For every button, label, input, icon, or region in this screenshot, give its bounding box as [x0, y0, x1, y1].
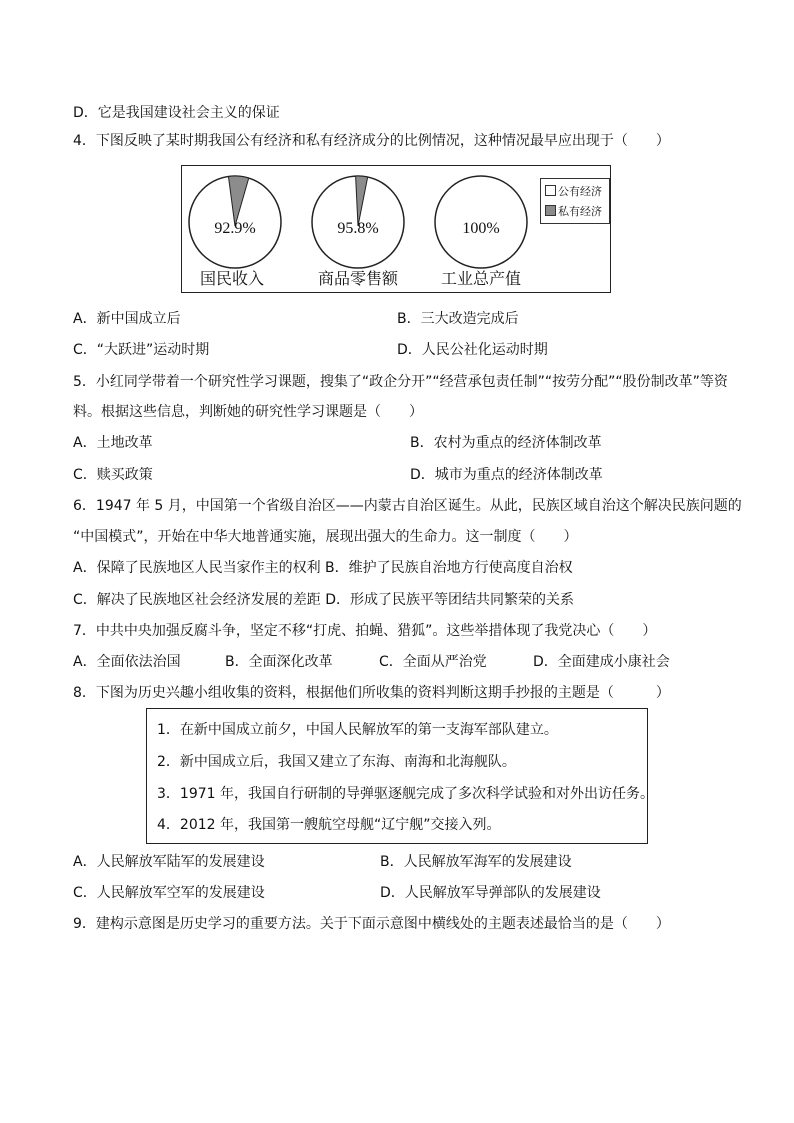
q8-stem: 8．下图为历史兴趣小组收集的资料，根据他们所收集的资料判断这期手抄报的主题是（ ）	[73, 685, 670, 701]
pie-label-national-income: 国民收入	[199, 269, 264, 288]
q5-option-a: A．土地改革	[73, 435, 153, 451]
q9-stem: 9．建构示意图是历史学习的重要方法。关于下面示意图中横线处的主题表述最恰当的是（ ）	[73, 916, 670, 932]
q5-stem-line2: 料。根据这些信息，判断她的研究性学习课题是（ ）	[73, 404, 423, 420]
q4-option-c: C．“大跃进”运动时期	[73, 342, 210, 358]
pie-label-retail-sales: 商品零售额	[317, 269, 398, 288]
q5-stem-line1: 5．小红同学带着一个研究性学习课题，搜集了“政企分开”“经营承包责任制”“按劳分配”“股份制改革”等资	[73, 374, 728, 390]
q6-options-line2: C．解决了民族地区社会经济发展的差距 D．形成了民族平等团结共同繁荣的关系	[73, 592, 575, 608]
pie-value-national-income: 92.9%	[214, 220, 256, 237]
pie-legend	[540, 178, 610, 224]
q6-stem-line1: 6．1947 年 5 月，中国第一个省级自治区——内蒙古自治区诞生。从此，民族区域自治这个解决民族问题的	[73, 498, 742, 514]
q7-option-d: D．全面建成小康社会	[533, 654, 670, 670]
pie-chart-figure	[181, 165, 611, 293]
q4-option-a: A．新中国成立后	[73, 311, 181, 327]
q5-option-b: B．农村为重点的经济体制改革	[410, 435, 602, 451]
q8-option-b: B．人民解放军海军的发展建设	[380, 854, 572, 870]
legend-item-public	[545, 185, 602, 199]
q7-option-b: B．全面深化改革	[225, 654, 333, 670]
q8-box-item-1: 1．在新中国成立前夕，中国人民解放军的第一支海军部队建立。	[157, 722, 558, 738]
q8-box-item-3: 3．1971 年，我国自行研制的导弹驱逐舰完成了多次科学试验和对外出访任务。	[157, 786, 654, 802]
q8-option-d: D．人民解放军导弹部队的发展建设	[380, 885, 601, 901]
legend-swatch-private	[545, 205, 556, 216]
q4-option-b: B．三大改造完成后	[397, 311, 519, 327]
q4-stem: 4．下图反映了某时期我国公有经济和私有经济成分的比例情况，这种情况最早应出现于（ ）	[73, 133, 670, 149]
q8-material-box	[146, 708, 654, 844]
q8-box-item-2: 2．新中国成立后，我国又建立了东海、南海和北海舰队。	[157, 754, 516, 770]
legend-item-private	[545, 205, 602, 219]
q3-option-d: D．它是我国建设社会主义的保证	[73, 105, 280, 121]
pie-value-industrial-output: 100%	[462, 220, 500, 237]
legend-label-public: 公有经济	[558, 185, 602, 198]
q8-option-a: A．人民解放军陆军的发展建设	[73, 854, 265, 870]
q7-option-c: C．全面从严治党	[379, 654, 487, 670]
q6-options-line1: A．保障了民族地区人民当家作主的权利 B．维护了民族自治地方行使高度自治权	[73, 560, 573, 576]
q7-stem: 7．中共中央加强反腐斗争，坚定不移“打虎、拍蝇、猎狐”。这些举措体现了我党决心（ ）	[73, 623, 657, 639]
q8-box-item-4: 4．2012 年，我国第一艘航空母舰“辽宁舰”交接入列。	[157, 817, 501, 833]
q6-stem-line2: “中国模式”，开始在中华大地普通实施，展现出强大的生命力。这一制度（ ）	[73, 529, 578, 545]
q5-option-d: D．城市为重点的经济体制改革	[410, 467, 603, 483]
q8-option-c: C．人民解放军空军的发展建设	[73, 885, 265, 901]
pie-value-retail-sales: 95.8%	[337, 220, 379, 237]
legend-label-private: 私有经济	[558, 205, 602, 218]
q7-option-a: A．全面依法治国	[73, 654, 181, 670]
q5-option-c: C．赎买政策	[73, 467, 153, 483]
pie-label-industrial-output: 工业总产值	[440, 269, 521, 288]
legend-swatch-public	[545, 185, 556, 196]
q4-option-d: D．人民公社化运动时期	[397, 342, 548, 358]
